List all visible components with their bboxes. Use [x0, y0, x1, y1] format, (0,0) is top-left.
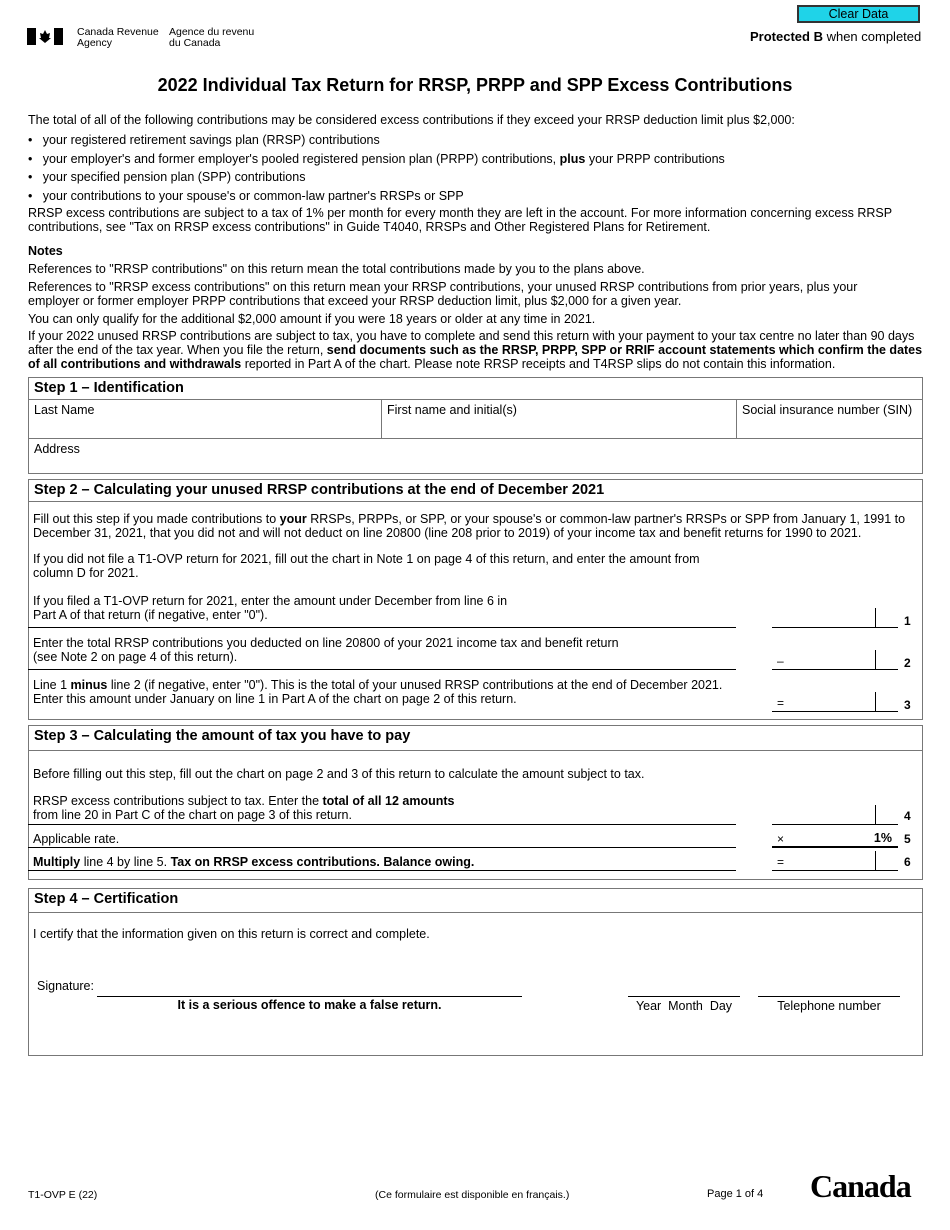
step4-section	[28, 888, 923, 1056]
step2-intro: Fill out this step if you made contributions to your RRSPs, PRPPs, or SPP, or your spouse's or common-law partner's RRSPs or SPP from January 1, 1991 to December 31, 2021, that you did not and will not deduct on line 20800 (line 208 prior to 2019) of your income tax and benefit returns for 1990 to 2021.	[33, 512, 906, 540]
step1-section	[28, 377, 923, 474]
french-notice: (Ce formulaire est disponible en français.)	[375, 1189, 570, 1201]
line6-label: Multiply line 4 by line 5. Tax on RRSP excess contributions. Balance owing.	[33, 855, 475, 869]
step4-title: Step 4 – Certification	[29, 889, 922, 913]
form-id: T1-OVP E (22)	[28, 1189, 98, 1201]
last-name-field[interactable]: Last Name	[29, 400, 382, 439]
line3-input[interactable]: =	[772, 692, 898, 712]
step3-intro: Before filling out this step, fill out the chart on page 2 and 3 of this return to calculate the amount subject to tax.	[33, 767, 645, 781]
tax-paragraph: RRSP excess contributions are subject to a tax of 1% per month for every month they are left in the account. For more information concerning excess RRSP contributions, see "Tax on RRSP excess contributions" in Guide T4040, RRSPs and Other Registered Plans for Retirement.	[28, 206, 892, 234]
date-label: Year Month Day	[635, 999, 733, 1013]
page-title: 2022 Individual Tax Return for RRSP, PRPP and SPP Excess Contributions	[157, 75, 793, 95]
signature-field[interactable]	[97, 996, 522, 997]
signature-label: Signature:	[37, 979, 94, 993]
certify-text: I certify that the information given on this return is correct and complete.	[33, 927, 430, 941]
telephone-label: Telephone number	[777, 999, 881, 1013]
protected-b-label: Protected B when completed	[750, 29, 922, 44]
step1-title: Step 1 – Identification	[29, 378, 922, 400]
first-name-field[interactable]: First name and initial(s)	[382, 400, 737, 439]
line-number: 6	[904, 855, 911, 869]
intro-lead: The total of all of the following contributions may be considered excess contributions if they exceed your RRSP deduction limit plus $2,000:	[28, 113, 795, 127]
line-number: 1	[904, 614, 911, 628]
line1-label: If you filed a T1-OVP return for 2021, enter the amount under December from line 6 in Part A of that return (if negative, enter "0").	[33, 594, 508, 622]
agency-name-fr: Agence du revenu du Canada	[169, 26, 255, 49]
line-number: 2	[904, 656, 911, 670]
line1-input[interactable]	[772, 608, 898, 628]
note-1: References to "RRSP contributions" on this return mean the total contributions made by you to the plans above.	[28, 262, 645, 276]
sin-field[interactable]: Social insurance number (SIN)	[742, 403, 913, 417]
line3-label: Line 1 minus line 2 (if negative, enter "0"). This is the total of your unused RRSP contributions at the end of December 2021. Enter this amount under January on line 1 in Part A of the chart on page 2 of this return.	[33, 678, 723, 706]
offence-warning: It is a serious offence to make a false return.	[177, 998, 442, 1012]
line2-label: Enter the total RRSP contributions you deducted on line 20800 of your 2021 income tax and benefit return (see Note 2 on page 4 of this return).	[33, 636, 619, 664]
address-field[interactable]: Address	[34, 442, 80, 456]
intro-bullets: • your registered retirement savings plan (RRSP) contributions • your employer's and former employer's pooled registered pension plan (PRPP) contributions, plus your PRPP contributions • your specified pension plan (SPP) contributions • your contributions to your spouse's or common-law partner's RRSPs or SPP	[28, 133, 725, 203]
page-number: Page 1 of 4	[707, 1188, 764, 1200]
line4-input[interactable]	[772, 805, 898, 825]
telephone-field[interactable]	[758, 996, 900, 997]
step2-title: Step 2 – Calculating your unused RRSP contributions at the end of December 2021	[29, 480, 922, 502]
line2-input[interactable]: –	[772, 650, 898, 670]
note-3: You can only qualify for the additional $2,000 amount if you were 18 years or older at any time in 2021.	[28, 312, 596, 326]
line6-input[interactable]: =	[772, 851, 898, 871]
step3-title: Step 3 – Calculating the amount of tax you have to pay	[29, 726, 922, 751]
line-number: 5	[904, 832, 911, 846]
date-field[interactable]	[628, 996, 740, 997]
notes-heading: Notes	[28, 244, 63, 258]
note-4: If your 2022 unused RRSP contributions are subject to tax, you have to complete and send this return with your payment to your tax centre no later than 90 days after the end of the tax year. When you file the return, send documents such as the RRSP, PRPP, SPP or RRIF account statements which confirm the dates of all contributions and withdrawals reported in Part A of the chart. Please note RRSP receipts and T4RSP slips do not contain this information.	[28, 329, 923, 371]
step2-note: If you did not file a T1-OVP return for 2021, fill out the chart in Note 1 on page 4 of this return, and enter the amount from column D for 2021.	[33, 552, 700, 580]
line5-rate: × 1%	[772, 828, 898, 848]
agency-name-en: Canada Revenue Agency	[77, 26, 159, 49]
line5-label: Applicable rate.	[33, 832, 120, 846]
note-2: References to "RRSP excess contributions" on this return mean your RRSP contributions, your unused RRSP contributions from prior years, plus your employer or former employer PRPP contributions that exceed your RRSP deduction limit, plus $2,000 for a given year.	[28, 280, 858, 308]
line4-label: RRSP excess contributions subject to tax. Enter the total of all 12 amounts from line 20 in Part C of the chart on page 3 of this return.	[33, 794, 455, 822]
line-number: 3	[904, 698, 911, 712]
canada-wordmark-logo: Canada	[810, 1168, 911, 1204]
clear-data-button[interactable]: Clear Data	[797, 5, 920, 23]
canada-flag-icon	[27, 28, 63, 45]
line-number: 4	[904, 809, 911, 823]
